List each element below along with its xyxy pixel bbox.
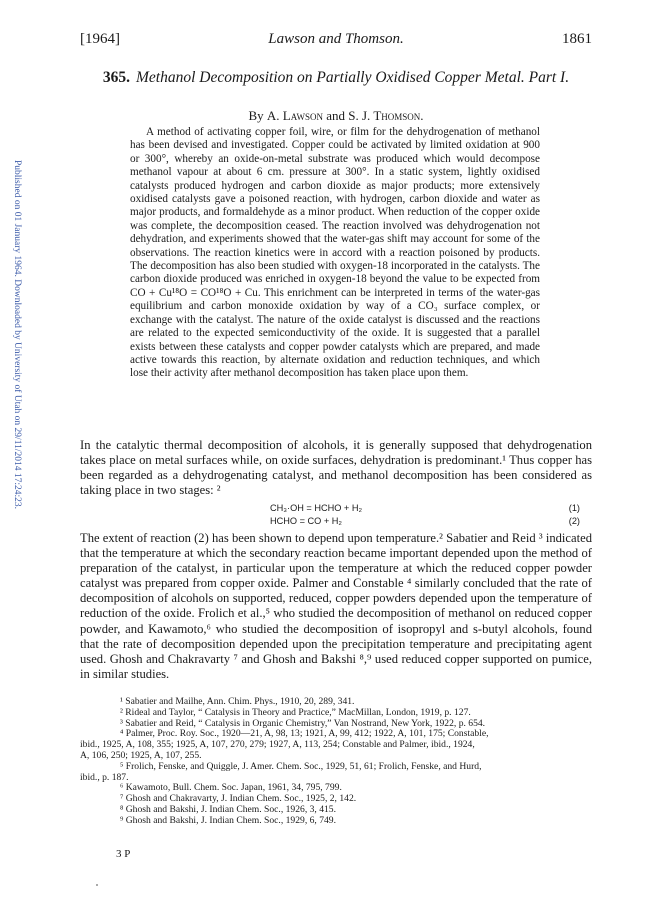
intro-text: In the catalytic thermal decomposition of alcohols, it is generally supposed that dehydrogenation takes place on metal surfaces while, on oxide surfaces, dehydration is predominant.¹ Thus copper has been regarded as a dehydrogenating catalyst, and methanol decomposition has been considered as taking place in two stages: ²	[80, 438, 592, 498]
reference-item: ¹ Sabatier and Mailhe, Ann. Chim. Phys., 1910, 20, 289, 341.	[120, 696, 355, 707]
equation-1-expr: CH₃·OH = HCHO + H₂	[270, 503, 363, 513]
author-thomson: S. J. Thomson.	[348, 108, 424, 123]
equation-2-expr: HCHO = CO + H₂	[270, 516, 342, 526]
article-title: Methanol Decomposition on Partially Oxidised Copper Metal. Part I.	[136, 69, 570, 86]
equation-2-number: (2)	[568, 516, 580, 526]
running-head	[80, 31, 592, 51]
abstract	[130, 126, 540, 381]
reference-item: ⁹ Ghosh and Bakshi, J. Indian Chem. Soc., 1929, 6, 749.	[120, 814, 336, 826]
intro-paragraph	[80, 438, 592, 498]
author-lawson: A. Lawson	[266, 108, 323, 123]
equation-1-number: (1)	[568, 503, 580, 513]
reference-item-cont: ibid., p. 187.	[80, 771, 129, 783]
journal-year: [1964]	[80, 31, 120, 47]
reference-item: ⁴ Palmer, Proc. Roy. Soc., 1920—21, A, 98, 13; 1921, A, 99, 412; 1922, A, 101, 175; Constable,	[120, 728, 489, 740]
and-word: and	[326, 108, 346, 123]
reference-item: ⁵ Frolich, Fenske, and Quiggle, J. Amer. Chem. Soc., 1929, 51, 61; Frolich, Fenske, and Hurd,	[120, 760, 482, 772]
article-number: 365.	[102, 69, 131, 86]
download-notice[interactable]	[2, 160, 22, 800]
running-authors: Lawson and Thomson.	[268, 31, 404, 47]
reference-item: ² Rideal and Taylor, “ Catalysis in Theory and Practice,” MacMillan, London, 1919, p. 127.	[120, 706, 471, 718]
reference-item-cont: A, 106, 250; 1925, A, 107, 255.	[80, 749, 202, 761]
second-paragraph-text: The extent of reaction (2) has been shown to depend upon temperature.² Sabatier and Reid ³ indicated that the temperature at which the secondary reaction became important depended upon the method of preparation of the catalyst, in particular upon the temperature at which the reduced copper powder catalyst was prepared from copper oxide. Palmer and Constable ⁴ similarly concluded that the rate of decomposition of alcohols on supported, reduced, copper powders depended upon the temperature of reduction of the oxide. Frolich et al.,⁵ who studied the decomposition of methanol on reduced copper powder, and Kawamoto,⁶ who studied the decomposition of isopropyl and s-butyl alcohols, found that the rate of decomposition depended upon the precipitation temperature and precipitating agent used. Ghosh and Chakravarty ⁷ and Ghosh and Bakshi ⁸,⁹ used reduced copper supported on pumice, in similar studies.	[80, 531, 592, 681]
page-number: 1861	[562, 31, 592, 47]
download-notice-text[interactable]: Published on 01 January 1964. Downloaded by University of Utah on 29/11/2014 17:24:23.	[12, 160, 22, 510]
signature-mark: 3 P	[116, 848, 131, 860]
author-line	[80, 108, 592, 124]
by-word: By	[248, 108, 264, 123]
article-title-block	[80, 68, 592, 87]
reference-item: ⁶ Kawamoto, Bull. Chem. Soc. Japan, 1961, 34, 795, 799.	[120, 782, 342, 794]
references	[80, 697, 592, 827]
speck-mark	[96, 884, 98, 886]
reference-item: ³ Sabatier and Reid, “ Catalysis in Organic Chemistry,” Van Nostrand, New York, 1922, p. 654.	[120, 717, 486, 729]
abstract-text: A method of activating copper foil, wire, or film for the dehydrogenation of methanol has been devised and investigated. Copper could be activated by limited oxidation at 900 or 300°, whereby an oxide-on-metal substrate was produced which would decompose methanol vapour at about 6 cm. pressure at 300°. In a static system, lightly oxidised catalysts produced hydrogen and carbon dioxide as major products; more extensively oxidised catalysts gave a poisoned reaction, with hydrogen, carbon dioxide and water as major products, and formaldehyde as a minor product. When reduction of the copper oxide was complete, the decomposition ceased. The reaction involved was dehydrogenation not dehydration, and experiments showed that the water-gas shift may account for some of the observations. The reaction kinetics were in accord with a reaction poisoned by products. The decomposition has also been studied with oxygen-18 incorporated in the catalysts. The carbon dioxide produced was enriched in oxygen-18 beyond the value to be expected from CO + Cu¹⁸O = CO¹⁸O + Cu. This enrichment can be interpreted in terms of the water-gas equilibrium and carbon monoxide oxidation by way of a CO₃ surface complex, or exchange with the catalyst. The nature of the oxide catalyst is discussed and the reactions are related to the expected semiconductivity of the oxide. It is suggested that a parallel exists between these catalysts and copper powder catalysts which are prepared, and made active towards this reaction, by alternate oxidation and reduction techniques, and which lose their activity after methanol decomposition has taken place upon them.	[130, 126, 540, 380]
reference-item: ⁷ Ghosh and Chakravarty, J. Indian Chem. Soc., 1925, 2, 142.	[120, 793, 357, 805]
reference-item-cont: ibid., 1925, A, 108, 355; 1925, A, 107, 270, 279; 1927, A, 113, 254; Constable and Palmer, ibid., 1924,	[80, 739, 475, 751]
second-paragraph	[80, 531, 592, 682]
reference-item: ⁸ Ghosh and Bakshi, J. Indian Chem. Soc., 1926, 3, 415.	[120, 803, 336, 815]
